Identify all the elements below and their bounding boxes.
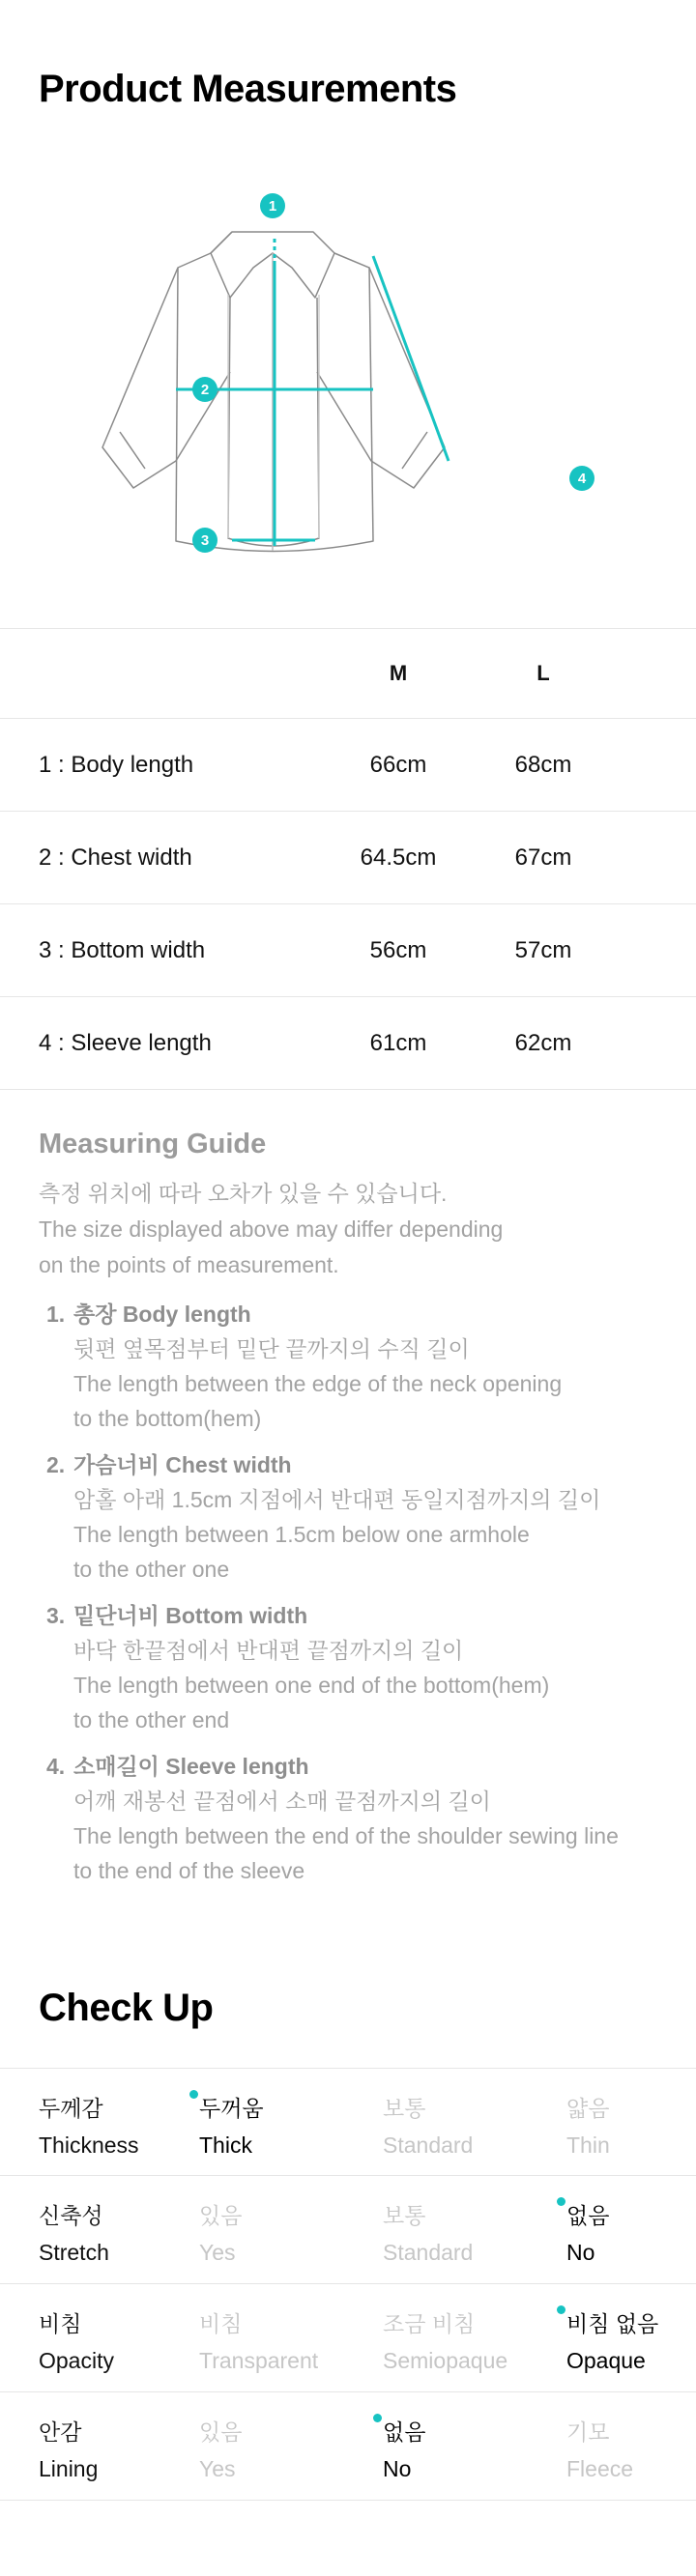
option-ko: 없음 bbox=[566, 2203, 610, 2228]
table-row bbox=[0, 719, 696, 812]
value-m: 66cm bbox=[369, 751, 427, 778]
selected-dot-icon bbox=[189, 2090, 198, 2099]
item-line: 어깨 재봉선 끝점에서 소매 끝점까지의 길이 bbox=[73, 1789, 491, 1814]
option-en: No bbox=[566, 2240, 595, 2265]
guide-intro-line: on the points of measurement. bbox=[39, 1252, 339, 1277]
item-line: The length between one end of the bottom(hem) bbox=[73, 1673, 550, 1698]
option-en: Opaque bbox=[566, 2348, 646, 2373]
option-ko: 있음 bbox=[199, 2419, 243, 2445]
header-size-m: M bbox=[389, 661, 408, 685]
row-label: 2 : Chest width bbox=[39, 844, 192, 871]
header-size-l: L bbox=[536, 661, 550, 685]
check-up-table bbox=[0, 2068, 696, 2501]
item-number: 4. bbox=[46, 1754, 66, 1779]
attribute-en: Opacity bbox=[39, 2348, 114, 2373]
left-sleeve-outline bbox=[102, 253, 230, 488]
option-en: Fleece bbox=[566, 2456, 634, 2481]
item-number: 2. bbox=[46, 1452, 66, 1477]
selected-dot-icon bbox=[373, 2414, 382, 2422]
item-line: The length between the end of the shoulder sewing line bbox=[73, 1823, 619, 1848]
option-en: Semiopaque bbox=[383, 2348, 508, 2373]
option bbox=[566, 2414, 633, 2487]
item-heading: 가슴너비 Chest width bbox=[73, 1452, 292, 1477]
option-ko: 있음 bbox=[199, 2203, 243, 2228]
guide-intro-line: The size displayed above may differ depending bbox=[39, 1216, 504, 1242]
option-en: Transparent bbox=[199, 2348, 319, 2373]
value-l: 57cm bbox=[514, 936, 572, 963]
option-en: Thick bbox=[199, 2132, 252, 2158]
marker-2-label: 2 bbox=[200, 382, 210, 398]
option-en: Standard bbox=[383, 2240, 474, 2265]
item-line: to the bottom(hem) bbox=[73, 1406, 262, 1431]
check-row-thickness bbox=[0, 2068, 696, 2176]
attribute-en: Thickness bbox=[39, 2132, 139, 2158]
list-item bbox=[39, 1598, 677, 1737]
check-up-title: Check Up bbox=[39, 1987, 214, 2029]
check-row-stretch bbox=[0, 2176, 696, 2284]
attribute-ko: 안감 bbox=[39, 2419, 82, 2445]
attribute-ko: 신축성 bbox=[39, 2203, 103, 2228]
value-m: 56cm bbox=[369, 936, 427, 963]
item-line: The length between 1.5cm below one armhole bbox=[73, 1522, 530, 1547]
option-ko: 두꺼움 bbox=[199, 2096, 264, 2121]
list-item bbox=[39, 1749, 677, 1888]
guide-intro-line: 측정 위치에 따라 오차가 있을 수 있습니다. bbox=[39, 1181, 448, 1206]
measuring-guide bbox=[39, 1129, 677, 1900]
item-heading: 밑단너비 Bottom width bbox=[73, 1603, 308, 1628]
row-label: 1 : Body length bbox=[39, 751, 194, 778]
measurements-title: Product Measurements bbox=[39, 68, 457, 110]
option-en: Thin bbox=[566, 2132, 610, 2158]
guide-title: Measuring Guide bbox=[39, 1129, 267, 1159]
option bbox=[383, 2414, 425, 2487]
option-ko: 보통 bbox=[383, 2203, 426, 2228]
row-label: 3 : Bottom width bbox=[39, 936, 206, 963]
guide-list bbox=[39, 1297, 677, 1888]
option-ko: 비침 bbox=[199, 2311, 243, 2336]
attribute-en: Lining bbox=[39, 2456, 99, 2481]
marker-1-label: 1 bbox=[268, 198, 277, 215]
item-line: The length between the edge of the neck opening bbox=[73, 1371, 563, 1396]
option-ko: 비침 없음 bbox=[566, 2311, 659, 2336]
jacket-measurement-diagram bbox=[87, 179, 609, 565]
item-line: to the other one bbox=[73, 1557, 230, 1582]
item-line: 바닥 한끝점에서 반대편 끝점까지의 길이 bbox=[73, 1638, 464, 1663]
item-heading: 총장 Body length bbox=[73, 1302, 251, 1327]
attribute-label bbox=[39, 2414, 98, 2487]
option-en: No bbox=[383, 2456, 412, 2481]
item-line: 뒷편 옆목점부터 밑단 끝까지의 수직 길이 bbox=[73, 1336, 470, 1361]
size-table-header bbox=[0, 628, 696, 719]
option bbox=[199, 2414, 242, 2487]
table-row bbox=[0, 997, 696, 1090]
item-number: 3. bbox=[46, 1603, 66, 1628]
sleeve-length-line bbox=[373, 256, 449, 461]
list-item bbox=[39, 1447, 677, 1587]
option bbox=[566, 2305, 658, 2379]
item-line: to the other end bbox=[73, 1707, 230, 1732]
option-ko: 보통 bbox=[383, 2096, 426, 2121]
size-table bbox=[0, 628, 696, 1090]
option bbox=[566, 2197, 609, 2271]
row-label: 4 : Sleeve length bbox=[39, 1029, 212, 1056]
attribute-label bbox=[39, 2305, 114, 2379]
marker-4-label: 4 bbox=[577, 471, 587, 487]
guide-intro bbox=[39, 1176, 677, 1283]
value-m: 64.5cm bbox=[360, 844, 437, 871]
right-sleeve-outline bbox=[317, 253, 445, 488]
value-l: 62cm bbox=[514, 1029, 572, 1056]
option-ko: 기모 bbox=[566, 2419, 610, 2445]
item-line: to the end of the sleeve bbox=[73, 1858, 305, 1883]
option bbox=[199, 2197, 242, 2271]
marker-3-label: 3 bbox=[200, 532, 210, 549]
attribute-ko: 비침 bbox=[39, 2311, 82, 2336]
option-en: Standard bbox=[383, 2132, 474, 2158]
check-row-opacity bbox=[0, 2284, 696, 2392]
attribute-label bbox=[39, 2090, 139, 2163]
table-row bbox=[0, 904, 696, 997]
option bbox=[199, 2305, 318, 2379]
table-row bbox=[0, 812, 696, 904]
item-line: 암홀 아래 1.5cm 지점에서 반대편 동일지점까지의 길이 bbox=[73, 1487, 601, 1512]
value-l: 67cm bbox=[514, 844, 572, 871]
option-ko: 얇음 bbox=[566, 2096, 610, 2121]
option bbox=[383, 2090, 473, 2163]
list-item bbox=[39, 1297, 677, 1436]
option-en: Yes bbox=[199, 2240, 236, 2265]
option-ko: 없음 bbox=[383, 2419, 426, 2445]
option bbox=[383, 2305, 508, 2379]
check-row-lining bbox=[0, 2392, 696, 2501]
value-l: 68cm bbox=[514, 751, 572, 778]
attribute-en: Stretch bbox=[39, 2240, 109, 2265]
attribute-ko: 두께감 bbox=[39, 2096, 103, 2121]
selected-dot-icon bbox=[557, 2197, 566, 2206]
option-en: Yes bbox=[199, 2456, 236, 2481]
value-m: 61cm bbox=[369, 1029, 427, 1056]
item-heading: 소매길이 Sleeve length bbox=[73, 1754, 309, 1779]
attribute-label bbox=[39, 2197, 109, 2271]
option-ko: 조금 비침 bbox=[383, 2311, 476, 2336]
option bbox=[566, 2090, 610, 2163]
item-number: 1. bbox=[46, 1302, 66, 1327]
selected-dot-icon bbox=[557, 2305, 566, 2314]
option bbox=[383, 2197, 473, 2271]
option bbox=[199, 2090, 264, 2163]
